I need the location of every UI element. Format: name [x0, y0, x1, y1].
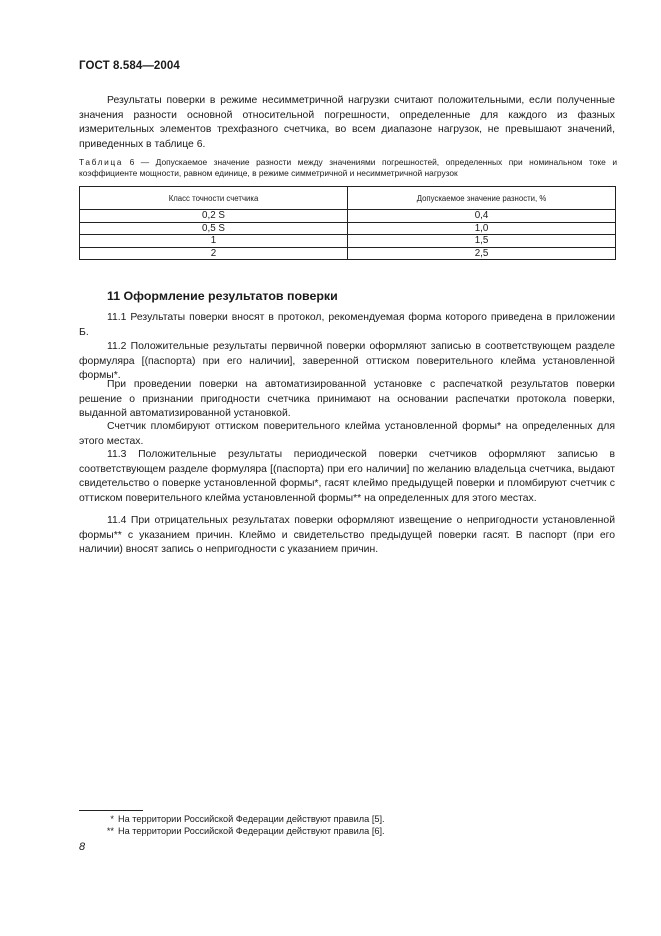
- table6-col-accuracy-class: Класс точности счетчика: [80, 187, 348, 210]
- table-cell: 0,4: [348, 210, 616, 223]
- table6-caption-label: Таблица: [79, 157, 124, 167]
- page-number: 8: [79, 841, 86, 853]
- table6-caption: [79, 157, 617, 179]
- table-cell: 0,2 S: [80, 210, 348, 223]
- footnote-1: [100, 813, 385, 825]
- paragraph-11-4: 11.4 При отрицательных результатах поверки оформляют извещение о непригодности установленной формы** с указанием причин. Клеймо и свидетельство предыдущей поверки гасят. В паспорт (при его наличии) вносят запись о непригодности с указанием причин.: [79, 515, 615, 556]
- table6-header-row: [80, 187, 616, 210]
- footnote-2-mark: **: [106, 826, 114, 836]
- table-cell: 1,0: [348, 222, 616, 235]
- table6-caption-number: 6: [129, 157, 135, 167]
- table-cell: 2: [80, 247, 348, 260]
- table-row: [80, 247, 616, 260]
- table-cell: 0,5 S: [80, 222, 348, 235]
- paragraph-automated-verification: При проведении поверки на автоматизированной установке с распечаткой результатов поверки решение о признании пригодности счетчика принимают на основании распечатки протокола поверки, выданной автоматизированной установкой.: [79, 379, 615, 420]
- paragraph-11-2: 11.2 Положительные результаты первичной поверки оформляют записью в соответствующем разделе формуляра [(паспорта) при его наличии], заверенной оттиском поверительного клейма установленной формы*.: [79, 341, 615, 382]
- paragraph-11-3: 11.3 Положительные результаты периодической поверки счетчиков оформляют записью в соответствующем разделе формуляра [(паспорта) при его наличии] по желанию владельца счетчика, выдают свидетельство о поверке установленной формы*, гасят клеймо предыдущей поверки и пломбируют счетчик с оттиском поверительного клейма установленной формы** на определенных для этого местах.: [79, 449, 615, 504]
- table6-caption-text: — Допускаемое значение разности между значениями погрешностей, определенных при номинальном токе и коэффициенте мощности, равном единице, в режиме симметричной и несимметричной нагрузок: [79, 157, 617, 179]
- table-cell: 1: [80, 235, 348, 248]
- table-cell: 2,5: [348, 247, 616, 260]
- paragraph-11-1: 11.1 Результаты поверки вносят в протокол, рекомендуемая форма которого приведена в приложении Б.: [79, 312, 615, 338]
- footnote-separator: [79, 810, 143, 811]
- footnote-1-mark: *: [110, 814, 114, 824]
- footnote-1-text: На территории Российской Федерации действуют правила [5].: [118, 814, 385, 824]
- table6-col-allowed-difference: Допускаемое значение разности, %: [348, 187, 616, 210]
- table-cell: 1,5: [348, 235, 616, 248]
- table6: [79, 186, 616, 260]
- table-row: [80, 222, 616, 235]
- section-11-title: 11 Оформление результатов поверки: [107, 289, 338, 303]
- footnote-2-text: На территории Российской Федерации действуют правила [6].: [118, 826, 385, 836]
- paragraph-sealing: Счетчик пломбируют оттиском поверительного клейма установленной формы* на определенных для этого местах.: [79, 421, 615, 447]
- table-row: [80, 235, 616, 248]
- footnote-2: [100, 825, 385, 837]
- document-header-code: ГОСТ 8.584—2004: [79, 60, 180, 72]
- intro-paragraph: Результаты поверки в режиме несимметричной нагрузки считают положительными, если полученные значения разности основной относительной погрешности, определенные для каждого из фазных измерительных элементов трехфазного счетчика, во всем диапазоне нагрузок, не превышают значений, приведенных в таблице 6.: [79, 95, 615, 150]
- table-row: [80, 210, 616, 223]
